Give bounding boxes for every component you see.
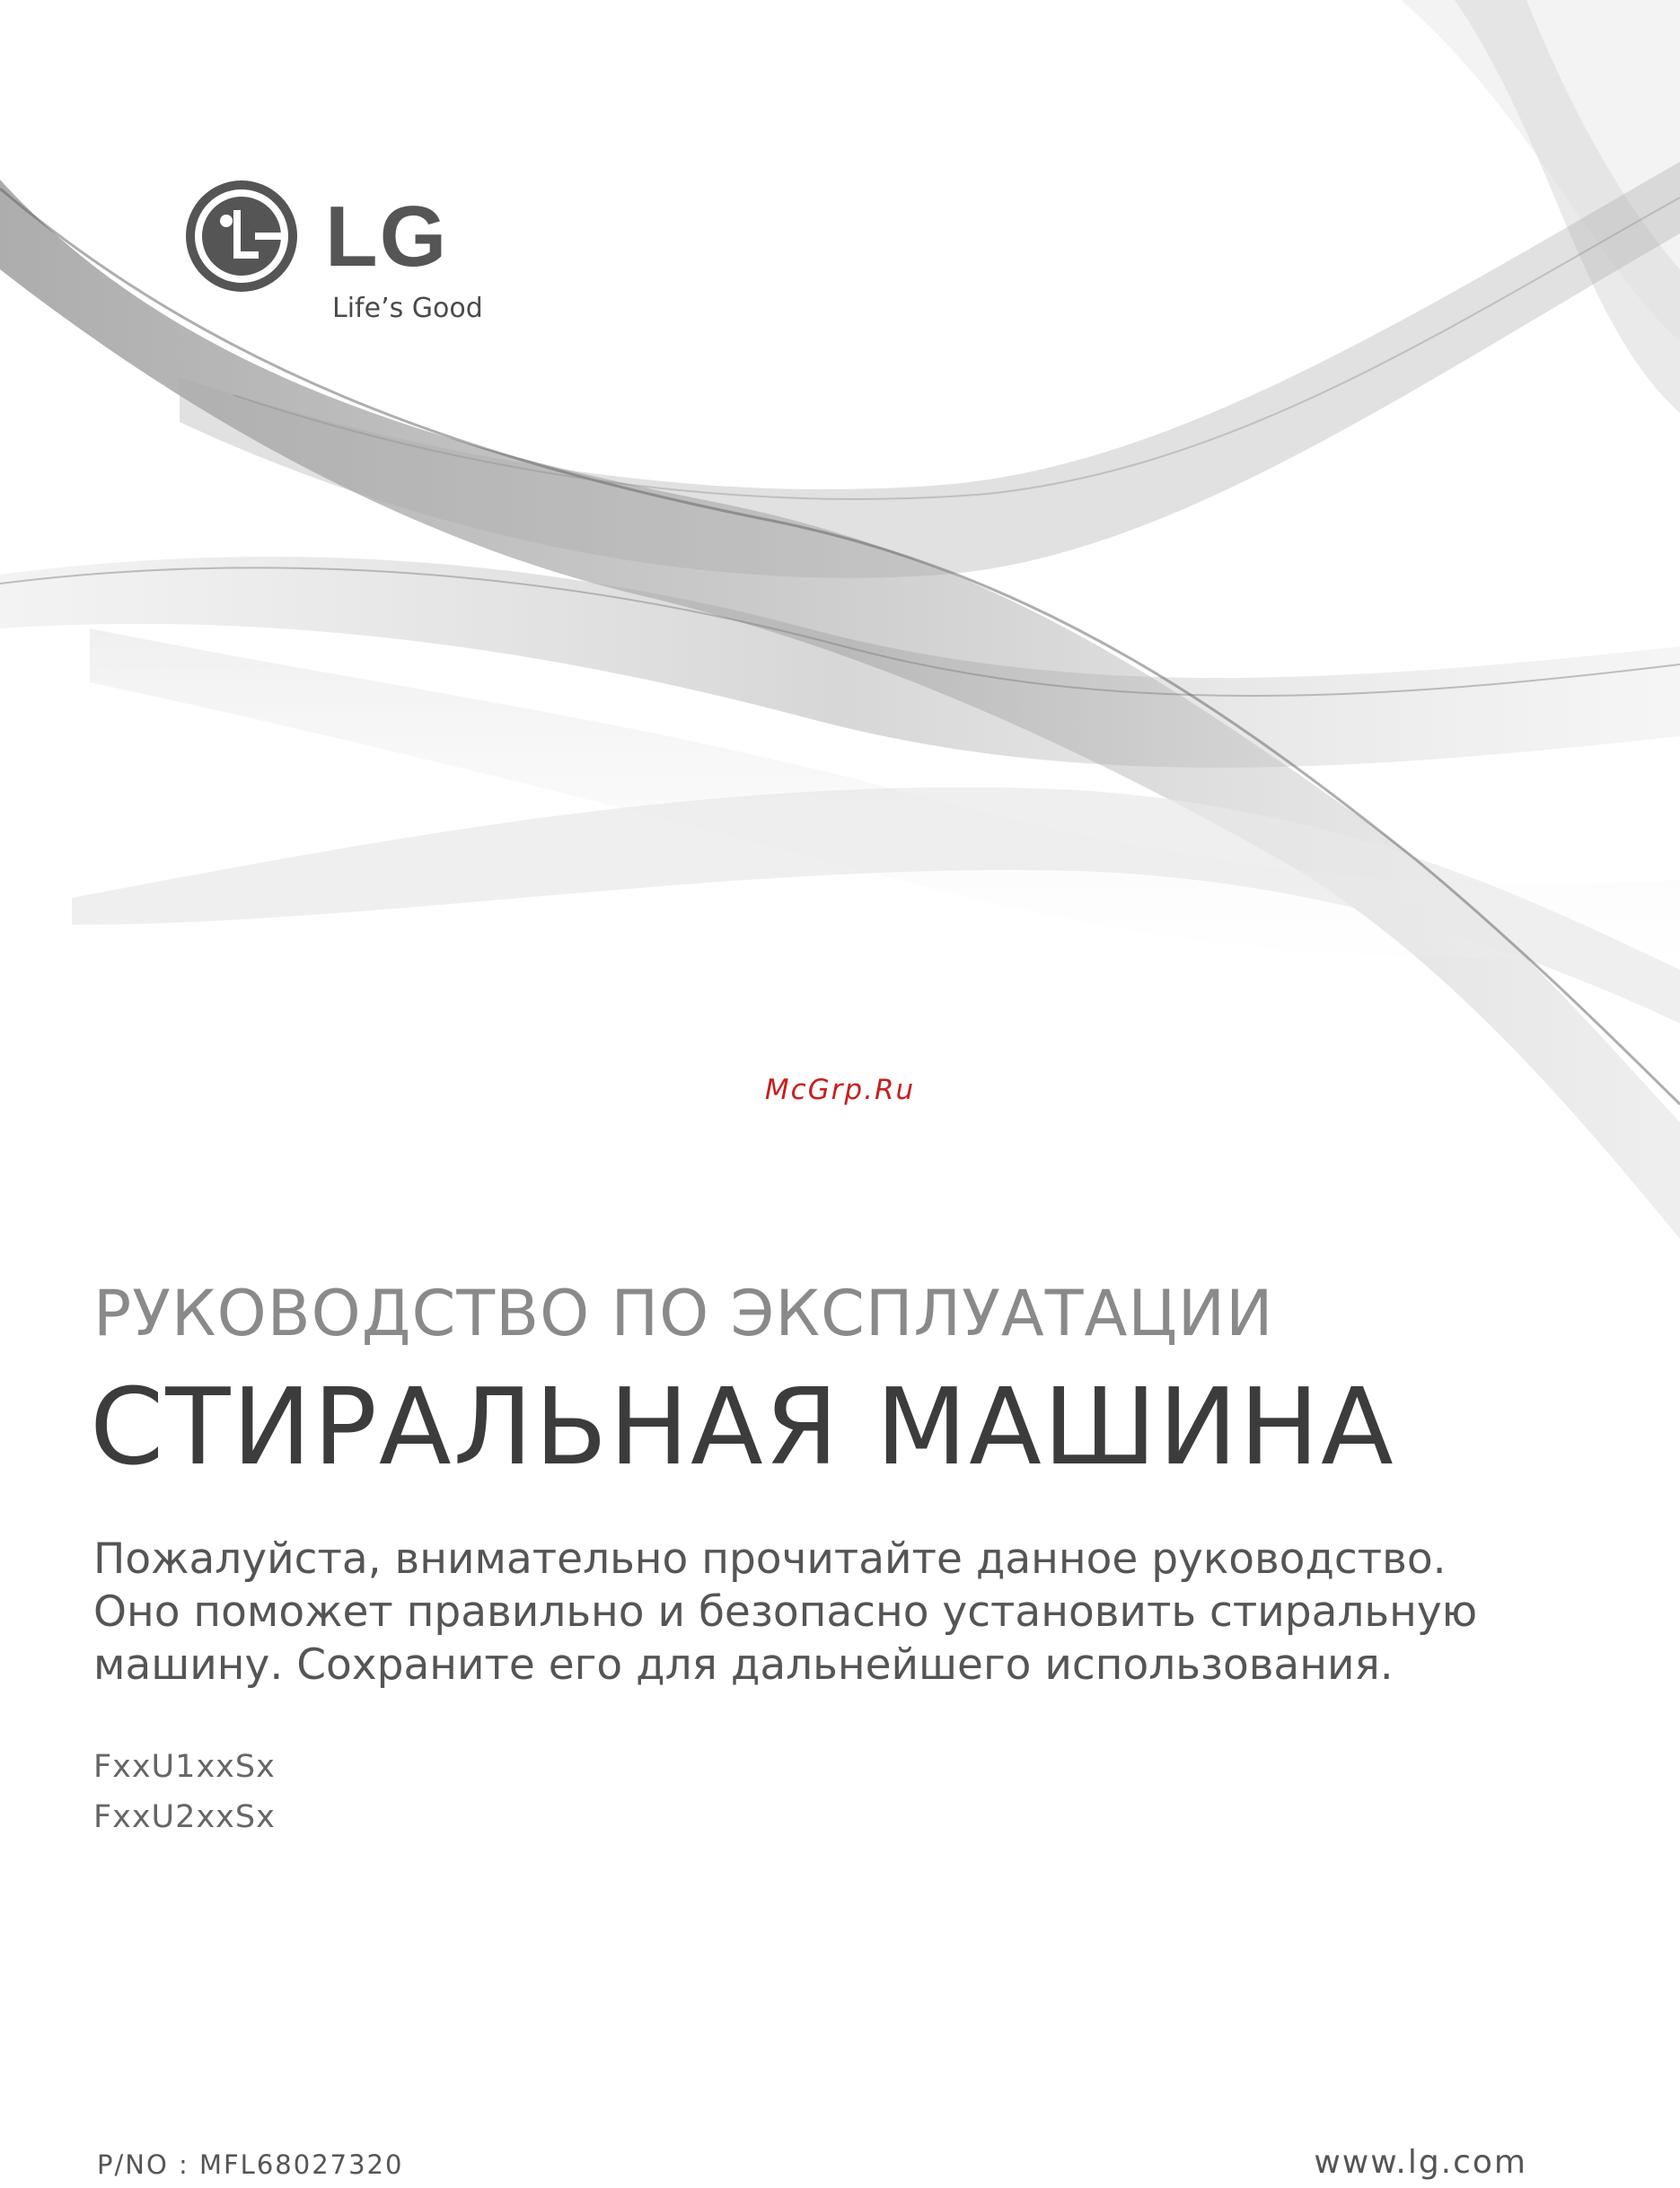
lg-logo-icon: [183, 178, 300, 294]
intro-paragraph: [93, 1533, 1620, 1692]
model-number: FxxU2xxSx: [93, 1799, 276, 1835]
intro-line: Пожалуйста, внимательно прочитайте данное руководство.: [93, 1534, 1447, 1584]
part-number: P/NO : MFL68027320: [97, 2149, 404, 2180]
brand-slogan: Life’s Good: [332, 293, 483, 324]
lg-logo: [183, 178, 506, 330]
intro-line: Оно поможет правильно и безопасно установить стиральную: [93, 1587, 1478, 1637]
watermark: McGrp.Ru: [764, 1074, 916, 1106]
document-title: СТИРАЛЬНАЯ МАШИНА: [90, 1365, 1395, 1489]
intro-line: машину. Сохраните его для дальнейшего использования.: [93, 1640, 1394, 1690]
website-link[interactable]: www.lg.com: [1314, 2144, 1527, 2181]
brand-name: LG: [325, 189, 449, 285]
model-list: [93, 1742, 276, 1842]
model-number: FxxU1xxSx: [93, 1749, 276, 1785]
document-subtitle: РУКОВОДСТВО ПО ЭКСПЛУАТАЦИИ: [93, 1277, 1274, 1350]
